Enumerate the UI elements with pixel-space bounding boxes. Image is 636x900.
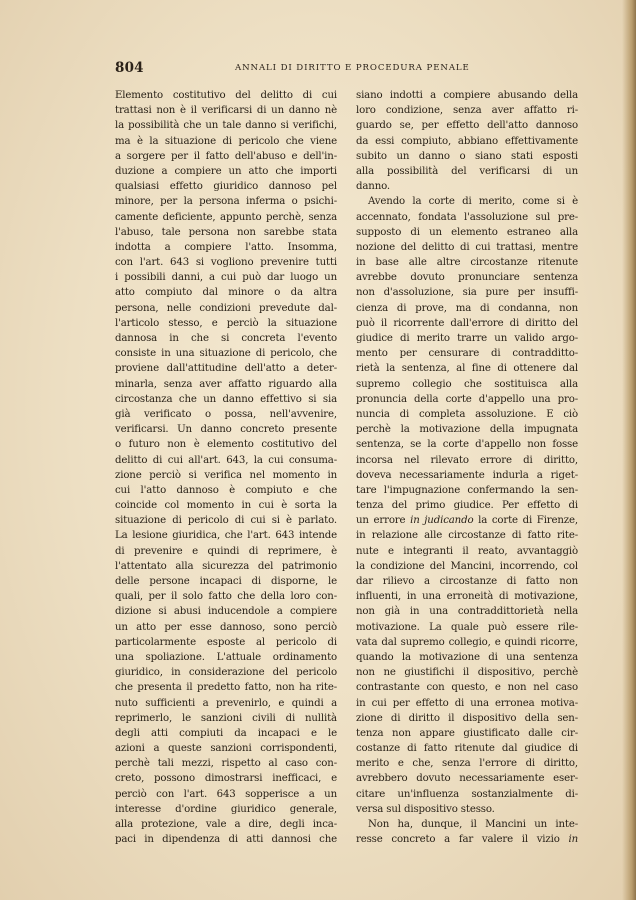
text-line: perciò con l'art. 643 sopperisce a un [115,788,337,800]
text-line: l'articolo stesso, e perciò la situazione [115,317,337,329]
text-line: citare un'influenza sostanzialmente di- [356,788,578,800]
text-line: quali, per il solo fatto che della loro con- [115,591,337,603]
text-line: in base alle altre circostanze ritenute [356,257,578,269]
text-line: trattasi non è il verificarsi di un danno nè [115,105,337,117]
text-line: interesse d'ordine giuridico generale, [115,803,337,815]
text-line: incorsa nel rilevato errore di diritto, [356,454,578,466]
text-line: o futuro non è elemento costitutivo del [115,439,337,451]
text-line: motivazione. La quale può essere rile- [356,621,578,633]
text-line: circostanza che un danno effettivo si sia [115,393,337,405]
text-line: creto, possono dimostrarsi inefficaci, e [115,773,337,785]
paragraph-first-line: Avendo la corte di merito, come si è [368,196,578,208]
text-line: dizione si abusi inducendole a compiere [115,606,337,618]
text-line: siano indotti a compiere abusando della [356,90,578,101]
text-line: contrastante con questo, e non nel caso [356,682,578,694]
italic-phrase: in [568,834,578,846]
text-line: cui l'atto dannoso è compiuto e che [115,484,337,496]
text-line: cienza di prove, ma di condanna, non [356,302,578,314]
right-column-opening-lines [356,88,578,179]
text-line: l'attentato alla sicurezza del patrimonio [115,560,337,572]
text-fragment: un errore [356,515,411,527]
text-line: un atto per esse dannoso, sono perciò [115,621,337,633]
text-line: rietà la sentenza, al fine di ottenere dal [356,363,578,375]
text-line: che presenta il predetto fatto, non ha rite- [115,682,337,694]
text-line: a sorgere per il fatto dell'abuso e dell'in- [115,150,337,162]
text-line: indotta a compiere l'atto. Insomma, [115,241,337,253]
text-line: una spoliazione. L'attuale ordinamento [115,651,337,663]
text-line: supposto di un elemento estraneo alla [356,226,578,238]
text-line: non ne giustifichi il dispositivo, perchè [356,667,578,679]
text-line: versa sul dispositivo stesso. [356,803,495,815]
text-line: giuridico, in considerazione del pericolo [115,667,337,679]
text-line: merito e che, senza l'errore di diritto, [356,758,578,770]
text-line: pronuncia della corte d'appello una pro- [356,393,578,405]
text-line: consiste in una situazione di pericolo, che [115,348,337,360]
text-line: in cui per effetto di una erronea motiva- [356,697,578,709]
text-line: camente deficiente, appunto perchè, senza [115,211,337,223]
text-line: persona, nelle condizioni prevedute dal- [115,302,337,314]
text-line: con l'art. 643 si vogliono prevenire tutti [115,257,337,269]
text-line: proviene dall'attitudine dell'atto a deter- [115,363,337,375]
text-line: dannosa in che si concreta l'evento [115,333,337,344]
text-line: avrebbe dovuto pronunciare sentenza [356,272,578,284]
text-line: tare l'impugnazione confermando la sen- [356,484,578,496]
text-line: La lesione giuridica, che l'art. 643 intende [115,530,337,542]
text-line: da essi compiuto, abbiano effettivamente [356,135,578,147]
text-line: coincide col momento in cui è sorta la [115,500,337,512]
text-line: influenti, in una erroneità di motivazione, [356,591,578,603]
text-line: duzione a compiere un atto che importi [115,165,337,177]
text-line: dar rilievo a circostanze di fatto non [356,576,578,587]
text-line: danno. [356,181,391,193]
text-line: paci in dipendenza di atti dannosi che [115,834,337,846]
text-line: accennato, fondata l'assoluzione sul pre- [356,211,578,223]
text-line-with-italic [356,832,578,847]
text-line: Elemento costitutivo del delitto di cui [115,90,337,101]
text-line: zione perciò si verifica nel momento in [115,469,337,481]
text-line: nozione del delitto di cui trattasi, mentre [356,241,578,253]
text-line: nuto sufficienti a prevenirlo, e quindi a [115,697,337,709]
text-line: nuncia di completa assoluzione. E ciò [356,408,578,420]
text-line: delitto di cui all'art. 643, la cui consuma- [115,454,337,466]
text-line: sentenza, se la corte d'appello non fosse [356,439,578,451]
text-line: alla possibilità del verificarsi di un [356,165,578,177]
text-line: può il ricorrente dall'errore di diritto del [356,317,578,329]
text-line: doveva necessariamente indurla a riget- [356,469,578,481]
text-line: quando la motivazione di una sentenza [356,651,578,663]
text-line: la possibilità che un tale danno si verifichi, [115,120,337,132]
text-line: i possibili danni, a cui può dar luogo un [115,272,337,284]
page-header [115,60,555,76]
italic-phrase: in judicando [410,515,474,527]
text-line: non già in una contraddittorietà nella [356,606,578,618]
text-line: avrebbero dovuto necessariamente eser- [356,773,578,785]
text-line: subito un danno o siano stati esposti [356,150,578,162]
text-line: perchè la motivazione della impugnata [356,424,578,436]
text-line: supremo collegio che sostituisca alla [356,378,578,390]
page-edge-shadow [622,0,636,900]
text-line: loro condizione, senza aver affatto ri- [356,105,578,117]
right-column-closing-lines [356,528,578,801]
text-line: tenza del primo giudice. Per effetto di [356,500,578,512]
text-line: azioni a queste sanzioni corrispondenti, [115,743,337,755]
text-line: mento per censurare di contradditto- [356,348,578,360]
text-line: zione di diritto il dispositivo della sen- [356,712,578,724]
text-line: non d'assoluzione, sia pure per insuffi- [356,287,578,299]
text-line: situazione di pericolo di cui si è parlato. [115,515,337,527]
text-line: nute e integranti il reato, avvantaggiò [356,545,578,557]
text-line-with-italic [356,513,578,528]
right-column-middle-lines [356,210,578,514]
text-line: alla protezione, vale a dire, degli inca- [115,819,337,830]
text-fragment: la corte di Firenze, [473,515,578,527]
text-line: delle persone incapaci di disporne, le [115,576,337,587]
text-line: in relazione alle circostanze di fatto rite- [356,530,578,542]
text-line: ma è la situazione di pericolo che viene [115,135,337,147]
text-line: perchè tali mezzi, rispetto al caso con- [115,758,337,770]
text-line: già verificato o possa, nell'avvenire, [115,408,337,420]
text-line: reprimerlo, le sanzioni civili di nullità [115,712,337,724]
paragraph-first-line: Non ha, dunque, il Mancini un inte- [368,819,578,830]
text-line: giudice di merito trarre un valido argo- [356,333,578,344]
text-line: verificarsi. Un danno concreto presente [115,424,337,436]
text-line: vata dal supremo collegio, e quindi ricorre, [356,636,578,648]
text-line: degli atti compiuti da incapaci e le [115,727,337,739]
text-line: di prevenire e quindi di reprimere, è [115,545,337,557]
text-line: minarla, senza aver affatto riguardo alla [115,378,337,390]
running-head: ANNALI DI DIRITTO E PROCEDURA PENALE [235,63,470,73]
text-line: la condizione del Mancini, incorrendo, col [356,560,578,572]
text-fragment: resse concreto a far valere il vizio [356,834,569,846]
text-line: costanze di fatto ritenute dal giudice di [356,743,578,755]
text-line: qualsiasi effetto giuridico dannoso pel [115,181,337,193]
text-line: l'abuso, tale persona non sarebbe stata [115,226,337,238]
text-line: guardo se, per effetto dell'atto dannoso [356,120,578,132]
right-text-column [356,88,578,847]
text-line: particolarmente esposte al pericolo di [115,636,337,648]
left-text-column [115,88,337,847]
text-line: tenza non appare giustificato dalle cir- [356,727,578,739]
text-line: minore, per la persona inferma o psichi- [115,196,337,208]
text-line: atto compiuto dal minore o da altra [115,287,337,299]
page-number: 804 [115,60,144,76]
